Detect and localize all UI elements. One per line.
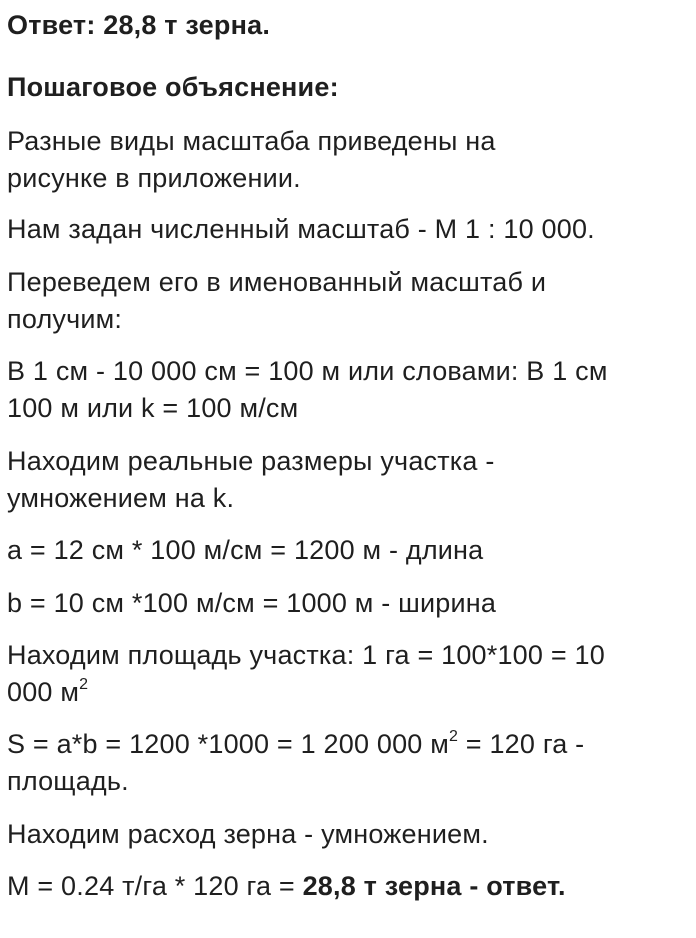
paragraph-line: В 1 см - 10 000 см = 100 м или словами: В 1 см	[7, 356, 608, 386]
width-formula: b = 10 см *100 м/см = 1000 м - ширина	[7, 588, 497, 618]
paragraph-line: Находим площадь участка: 1 га = 100*100 = 10	[7, 640, 605, 670]
text-segment: S = a*b = 1200 *1000 = 1 200 000 м	[7, 729, 449, 759]
area-formula	[7, 726, 584, 762]
final-formula	[7, 868, 566, 904]
paragraph-line: Находим реальные размеры участка -	[7, 446, 495, 476]
length-formula: a = 12 см * 100 м/см = 1200 м - длина	[7, 535, 484, 565]
paragraph-line	[7, 674, 88, 710]
paragraph-line: Переведем его в именованный масштаб и	[7, 267, 547, 297]
paragraph-line: умножением на k.	[7, 483, 235, 513]
paragraph-line: рисунке в приложении.	[7, 163, 301, 193]
answer-heading: Ответ: 28,8 т зерна.	[7, 10, 271, 40]
paragraph-line: Разные виды масштаба приведены на	[7, 126, 496, 156]
paragraph-line: Находим расход зерна - умножением.	[7, 819, 489, 849]
paragraph-line: площадь.	[7, 766, 129, 796]
paragraph-line: Нам задан численный масштаб - М 1 : 10 000.	[7, 214, 595, 244]
paragraph-line: 100 м или k = 100 м/см	[7, 393, 299, 423]
superscript: 2	[79, 676, 89, 693]
paragraph-line: получим:	[7, 304, 123, 334]
final-answer: 28,8 т зерна - ответ.	[302, 871, 566, 901]
superscript: 2	[448, 728, 459, 745]
text-segment: M = 0.24 т/га * 120 га =	[7, 871, 303, 901]
explanation-title: Пошаговое объяснение:	[7, 72, 339, 102]
text-segment: = 120 га -	[458, 729, 585, 759]
text-segment: 000 м	[7, 677, 80, 707]
